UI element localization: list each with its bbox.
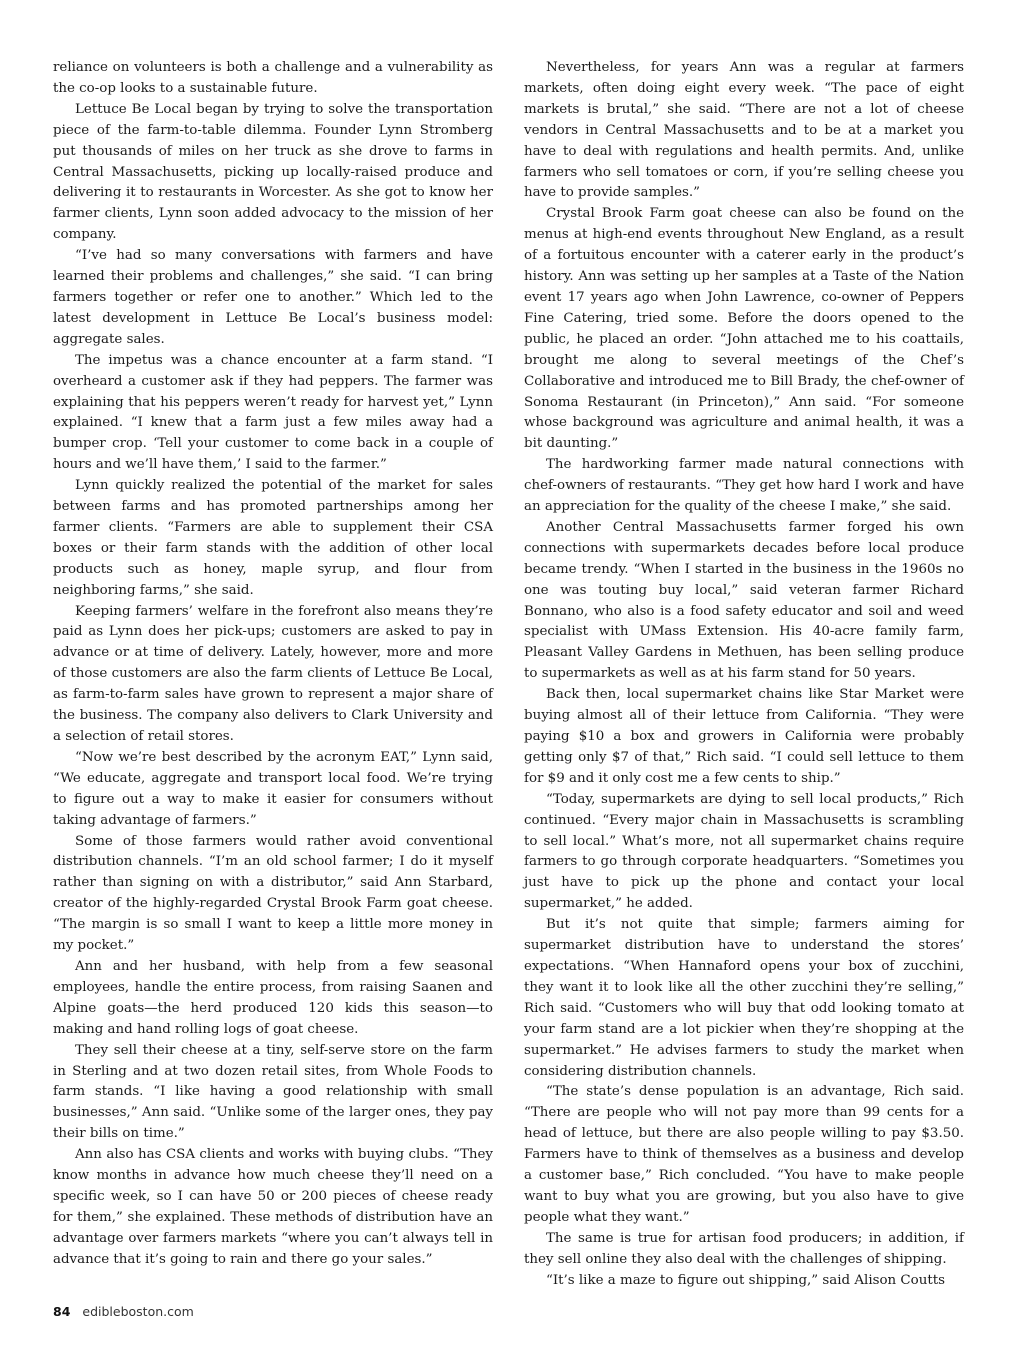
paragraph: Some of those farmers would rather avoid conventional distribution channels. “I’m an old school farmer; I do it myself rather than signing on with a distributor,” said Ann Starbard, creator of the highly-regarded Crystal Brook Farm goat cheese. “The margin is so small I want to keep a little more money in my pocket.” — [53, 833, 493, 954]
page-footer — [53, 1304, 194, 1319]
left-column — [53, 58, 493, 1271]
paragraph: Crystal Brook Farm goat cheese can also be found on the menus at high-end events throughout New England, as a result of a fortuitous encounter with a caterer early in the product’s history. Ann was setting up her samples at a Taste of the Nation event 17 years ago when John Lawrence, co-owner of Peppers Fine Catering, tried some. Before the doors opened to the public, he placed an order. “John attached me to his coattails, brought me along to several meetings of the Chef’s Collaborative and introduced me to Bill Brady, the chef-owner of Sonoma Restaurant (in Princeton),” Ann said. “For someone whose background was agriculture and animal health, it was a bit daunting.” — [524, 206, 964, 452]
paragraph: Back then, local supermarket chains like Star Market were buying almost all of their lettuce from California. “They were paying $10 a box and growers in California were probably getting only $7 of that,” Rich said. “I could sell lettuce to them for $9 and it only cost me a few cents to ship.” — [524, 687, 964, 786]
right-column — [524, 58, 964, 1291]
paragraph: Ann also has CSA clients and works with buying clubs. “They know months in advance how much cheese they’ll need on a specific week, so I can have 50 or 200 pieces of cheese ready for them,” she explained. These methods of distribution have an advantage over farmers markets “where you can’t always tell in advance that it’s going to rain and there go your sales.” — [53, 1147, 493, 1267]
paragraph: The impetus was a chance encounter at a farm stand. “I overheard a customer ask if they had peppers. The farmer was explaining that his peppers weren’t ready for harvest yet,” Lynn explained. “I knew that a farm just a few miles away had a bumper crop. ‘Tell your customer to come back in a couple of hours and we’ll have them,’ I said to the farmer.” — [53, 352, 493, 473]
paragraph: “Now we’re best described by the acronym EAT,” Lynn said, “We educate, aggregate and transport local food. We’re trying to figure out a way to make it easier for consumers without taking advantage of farmers.” — [53, 749, 493, 828]
paragraph: Another Central Massachusetts farmer forged his own connections with supermarkets decades before local produce became trendy. “When I started in the business in the 1960s no one was touting buy local,” said veteran farmer Richard Bonnano, who also is a food safety educator and soil and weed specialist with UMass Extension. His 40-acre family farm, Pleasant Valley Gardens in Methuen, has been selling produce to supermarkets as well as at his farm stand for 50 years. — [524, 519, 964, 682]
paragraph: The same is true for artisan food producers; in addition, if they sell online they also deal with the challenges of shipping. — [524, 1230, 964, 1267]
paragraph: Lynn quickly realized the potential of the market for sales between farms and has promoted partnerships among her farmer clients. “Farmers are able to supplement their CSA boxes or their farm stands with the addition of other local products such as honey, maple syrup, and flour from neighboring farms,” she said. — [53, 478, 493, 598]
paragraph: They sell their cheese at a tiny, self-serve store on the farm in Sterling and at two dozen retail sites, from Whole Foods to farm stands. “I like having a good relationship with small businesses,” Ann said. “Unlike some of the larger ones, they pay their bills on time.” — [53, 1042, 493, 1142]
paragraph: Nevertheless, for years Ann was a regular at farmers markets, often doing eight every week. “The pace of eight markets is brutal,” she said. “There are not a lot of cheese vendors in Central Massachusetts and to be at a market you have to deal with regulations and health permits. And, unlike farmers who sell tomatoes or corn, if you’re selling cheese you have to provide samples.” — [524, 60, 964, 201]
paragraph: reliance on volunteers is both a challenge and a vulnerability as the co-op looks to a sustainable future. — [53, 60, 493, 96]
paragraph: “The state’s dense population is an advantage, Rich said. “There are people who will not pay more than 99 cents for a head of lettuce, but there are also people willing to pay $3.50. Farmers have to think of themselves as a business and develop a customer base,” Rich concluded. “You have to make people want to buy what you are growing, but you also have to give people what they want.” — [524, 1084, 964, 1225]
site-url: edibleboston.com — [82, 1304, 194, 1319]
paragraph: “It’s like a maze to figure out shipping,” said Alison Coutts — [546, 1272, 945, 1288]
paragraph: Ann and her husband, with help from a few seasonal employees, handle the entire process, from raising Saanen and Alpine goats—the herd produced 120 kids this season—to making and hand rolling logs of goat cheese. — [53, 958, 493, 1037]
page-number: 84 — [53, 1304, 71, 1319]
paragraph: But it’s not quite that simple; farmers aiming for supermarket distribution have to understand the stores’ expectations. “When Hannaford opens your box of zucchini, they want it to look like all the other zucchini they’re selling,” Rich said. “Customers who will buy that odd looking tomato at your farm stand are a lot pickier when they’re shopping at the supermarket.” He advises farmers to study the market when considering distribution channels. — [524, 917, 964, 1079]
paragraph: “Today, supermarkets are dying to sell local products,” Rich continued. “Every major chain in Massachusetts is scrambling to sell local.” What’s more, not all supermarket chains require farmers to go through corporate headquarters. “Sometimes you just have to pick up the phone and contact your local supermarket,” he added. — [524, 791, 964, 912]
paragraph: Keeping farmers’ welfare in the forefront also means they’re paid as Lynn does her pick-ups; customers are asked to pay in advance or at time of delivery. Lately, however, more and more of those customers are also the farm clients of Lettuce Be Local, as farm-to-farm sales have grown to represent a major share of the business. The company also delivers to Clark University and a selection of retail stores. — [53, 603, 493, 744]
paragraph: The hardworking farmer made natural connections with chef-owners of restaurants. “They get how hard I work and have an appreciation for the quality of the cheese I make,” she said. — [524, 457, 964, 515]
paragraph: “I’ve had so many conversations with farmers and have learned their problems and challenges,” she said. “I can bring farmers together or refer one to another.” Which led to the latest development in Lettuce Be Local’s business model: aggregate sales. — [53, 248, 493, 347]
paragraph: Lettuce Be Local began by trying to solve the transportation piece of the farm-to-table dilemma. Founder Lynn Stromberg put thousands of miles on her truck as she drove to farms in Central Massachusetts, picking up locally-raised produce and delivering it to restaurants in Worcester. As she got to know her farmer clients, Lynn soon added advocacy to the mission of her company. — [53, 101, 493, 243]
